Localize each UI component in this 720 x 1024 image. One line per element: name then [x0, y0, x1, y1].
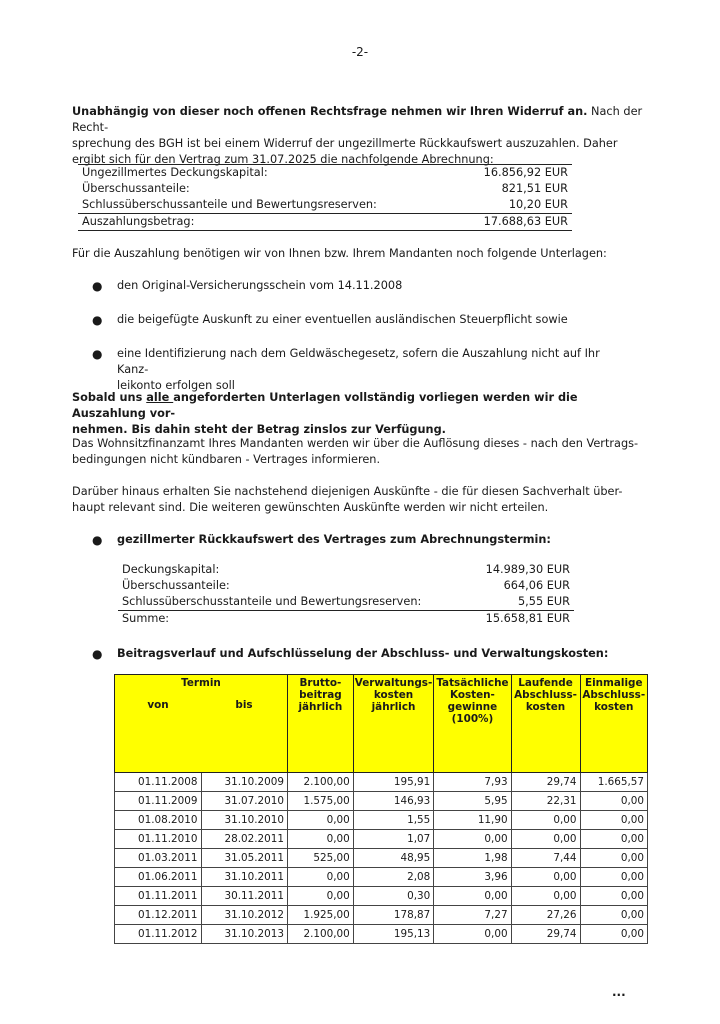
payout-notice-part-1: Sobald uns: [72, 391, 147, 404]
laufende-cell: 7,44: [511, 849, 580, 868]
intro-line-1: [72, 104, 652, 136]
einmalige-cell: 0,00: [580, 849, 647, 868]
surrender-row: [118, 594, 574, 611]
settlement-row: [78, 181, 572, 197]
verwaltung-cell: 195,91: [353, 773, 434, 792]
document-item-line: leikonto erfolgen soll: [117, 379, 235, 392]
cost-table-row: [115, 868, 648, 887]
von-cell: 01.11.2010: [115, 830, 202, 849]
bullet-icon: ●: [92, 533, 103, 547]
document-item: [117, 278, 627, 294]
surrender-row: [118, 562, 574, 578]
verwaltung-cell: 1,07: [353, 830, 434, 849]
settlement-value: 16.856,92 EUR: [457, 165, 572, 182]
kostengewinne-header: Tatsächliche Kosten- gewinne (100%): [434, 675, 511, 773]
settlement-row: [78, 165, 572, 182]
bis-cell: 31.10.2009: [201, 773, 288, 792]
cost-table-row: [115, 792, 648, 811]
brutto-cell: 0,00: [288, 830, 354, 849]
bis-cell: 30.11.2011: [201, 887, 288, 906]
cost-table-row: [115, 811, 648, 830]
document-item: [117, 312, 627, 328]
bullet-icon: ●: [92, 647, 103, 661]
surrender-value: 14.989,30 EUR: [485, 563, 570, 576]
einmalige-header: Einmalige Abschluss- kosten: [580, 675, 647, 773]
document-item: [117, 346, 627, 394]
surrender-total-row: [118, 611, 574, 628]
brutto-cell: 1.925,00: [288, 906, 354, 925]
surrender-label: Schlussüberschusstanteile und Bewertungsreserven:: [118, 594, 469, 611]
laufende-cell: 0,00: [511, 811, 580, 830]
payout-notice-line-1: [72, 390, 652, 422]
bullet-icon: ●: [92, 279, 103, 293]
section-1-heading: gezillmerter Rückkaufswert des Vertrages zum Abrechnungstermin:: [117, 533, 551, 546]
von-header: von: [147, 699, 169, 711]
continuation-marker: ...: [612, 985, 626, 999]
einmalige-cell: 0,00: [580, 906, 647, 925]
bullet-icon: ●: [92, 347, 103, 361]
bis-cell: 31.05.2011: [201, 849, 288, 868]
page-number: -2-: [351, 45, 369, 59]
bullet-icon: ●: [92, 313, 103, 327]
einmalige-cell: 0,00: [580, 792, 647, 811]
intro-paragraph: [72, 104, 652, 168]
von-cell: 01.11.2009: [115, 792, 202, 811]
document-item-line: den Original-Versicherungsschein vom 14.11.2008: [117, 279, 403, 292]
bis-header: bis: [235, 699, 253, 711]
termin-header: [115, 675, 288, 773]
gewinne-cell: 5,95: [434, 792, 511, 811]
tax-office-line-2: bedingungen nicht kündbaren - Vertrages informieren.: [72, 453, 381, 466]
bis-cell: 31.10.2012: [201, 906, 288, 925]
intro-line-2: sprechung des BGH ist bei einem Widerruf der ungezillmerte Rückkaufswert auszuzahlen. Daher: [72, 137, 618, 150]
settlement-label: Auszahlungsbetrag:: [78, 214, 457, 231]
surrender-value-table: [118, 562, 574, 627]
cost-table-row: [115, 906, 648, 925]
section-2-heading: Beitragsverlauf und Aufschlüsselung der Abschluss- und Verwaltungskosten:: [117, 647, 609, 660]
cost-table-header-row: [115, 675, 648, 773]
einmalige-cell: 1.665,57: [580, 773, 647, 792]
von-cell: 01.11.2011: [115, 887, 202, 906]
von-cell: 01.08.2010: [115, 811, 202, 830]
intro-line-3: ergibt sich für den Vertrag zum 31.07.2025 die nachfolgende Abrechnung:: [72, 153, 494, 166]
cost-table-row: [115, 887, 648, 906]
cost-table-row: [115, 925, 648, 944]
laufende-cell: 0,00: [511, 887, 580, 906]
verwaltung-cell: 178,87: [353, 906, 434, 925]
surrender-value: 5,55 EUR: [469, 594, 574, 611]
gewinne-cell: 0,00: [434, 925, 511, 944]
einmalige-cell: 0,00: [580, 868, 647, 887]
gewinne-cell: 0,00: [434, 830, 511, 849]
cost-table: [114, 674, 648, 944]
settlement-value: 10,20 EUR: [457, 197, 572, 214]
settlement-value: 17.688,63 EUR: [457, 214, 572, 231]
payout-notice: [72, 390, 652, 438]
einmalige-cell: 0,00: [580, 830, 647, 849]
brutto-cell: 525,00: [288, 849, 354, 868]
laufende-cell: 22,31: [511, 792, 580, 811]
brutto-cell: 2.100,00: [288, 925, 354, 944]
brutto-cell: 0,00: [288, 887, 354, 906]
brutto-header: Brutto- beitrag jährlich: [288, 675, 354, 773]
einmalige-cell: 0,00: [580, 887, 647, 906]
laufende-cell: 27,26: [511, 906, 580, 925]
gewinne-cell: 0,00: [434, 887, 511, 906]
bis-cell: 31.10.2011: [201, 868, 288, 887]
einmalige-cell: 0,00: [580, 811, 647, 830]
von-cell: 01.06.2011: [115, 868, 202, 887]
surrender-label: Summe:: [122, 612, 170, 625]
intro-bold-text: Unabhängig von dieser noch offenen Rechtsfrage nehmen wir Ihren Widerruf an.: [72, 105, 588, 118]
tax-office-line-1: Das Wohnsitzfinanzamt Ihres Mandanten werden wir über die Auflösung dieses - nach den Vertrags-: [72, 437, 639, 450]
gewinne-cell: 11,90: [434, 811, 511, 830]
verwaltung-header: Verwaltungs- kosten jährlich: [353, 675, 434, 773]
surrender-label: Deckungskapital:: [122, 563, 220, 576]
verwaltung-cell: 146,93: [353, 792, 434, 811]
termin-header-label: Termin: [181, 677, 221, 689]
surrender-value: 15.658,81 EUR: [485, 612, 570, 625]
verwaltung-cell: 195,13: [353, 925, 434, 944]
settlement-label: Überschussanteile:: [82, 182, 190, 195]
brutto-cell: 1.575,00: [288, 792, 354, 811]
gewinne-cell: 7,93: [434, 773, 511, 792]
laufende-cell: 29,74: [511, 773, 580, 792]
laufende-cell: 29,74: [511, 925, 580, 944]
settlement-row: [78, 197, 572, 214]
cost-table-row: [115, 849, 648, 868]
document-item-line: eine Identifizierung nach dem Geldwäschegesetz, sofern die Auszahlung nicht auf Ihr Kanz-: [117, 347, 600, 376]
document-item-line: die beigefügte Auskunft zu einer eventuellen ausländischen Steuerpflicht sowie: [117, 313, 568, 326]
surrender-label: Überschussanteile:: [122, 579, 230, 592]
von-cell: 01.12.2011: [115, 906, 202, 925]
payout-notice-part-2: angeforderten Unterlagen vollständig vorliegen werden wir die Auszahlung vor-: [72, 391, 578, 420]
payout-notice-line-2: nehmen. Bis dahin steht der Betrag zinslos zur Verfügung.: [72, 423, 446, 436]
einmalige-cell: 0,00: [580, 925, 647, 944]
gewinne-cell: 7,27: [434, 906, 511, 925]
payout-notice-underlined: alle: [146, 391, 174, 404]
cost-table-row: [115, 830, 648, 849]
further-info-paragraph: [72, 484, 652, 516]
laufende-cell: 0,00: [511, 868, 580, 887]
settlement-value: 821,51 EUR: [501, 182, 568, 195]
bis-cell: 31.10.2010: [201, 811, 288, 830]
brutto-cell: 0,00: [288, 811, 354, 830]
documents-intro: Für die Auszahlung benötigen wir von Ihnen bzw. Ihrem Mandanten noch folgende Unterlagen:: [72, 247, 607, 260]
bis-cell: 31.10.2013: [201, 925, 288, 944]
von-cell: 01.11.2008: [115, 773, 202, 792]
laufende-cell: 0,00: [511, 830, 580, 849]
settlement-total-row: [78, 214, 572, 231]
gewinne-cell: 3,96: [434, 868, 511, 887]
brutto-cell: 0,00: [288, 868, 354, 887]
further-info-line-1: Darüber hinaus erhalten Sie nachstehend diejenigen Auskünfte - die für diesen Sachverhalt über-: [72, 485, 623, 498]
brutto-cell: 2.100,00: [288, 773, 354, 792]
von-cell: 01.03.2011: [115, 849, 202, 868]
cost-table-row: [115, 773, 648, 792]
verwaltung-cell: 48,95: [353, 849, 434, 868]
surrender-row: [118, 578, 574, 594]
intro-rest-text: Nach der Recht-: [72, 105, 643, 134]
termin-subheaders: [115, 689, 287, 711]
further-info-line-2: haupt relevant sind. Die weiteren gewünschten Auskünfte werden wir nicht erteilen.: [72, 501, 549, 514]
settlement-table: [78, 164, 572, 231]
gewinne-cell: 1,98: [434, 849, 511, 868]
bis-cell: 28.02.2011: [201, 830, 288, 849]
tax-office-paragraph: [72, 436, 652, 468]
laufende-header: Laufende Abschluss- kosten: [511, 675, 580, 773]
settlement-label: Ungezillmertes Deckungskapital:: [78, 165, 457, 182]
bis-cell: 31.07.2010: [201, 792, 288, 811]
verwaltung-cell: 0,30: [353, 887, 434, 906]
von-cell: 01.11.2012: [115, 925, 202, 944]
verwaltung-cell: 1,55: [353, 811, 434, 830]
surrender-value: 664,06 EUR: [503, 579, 570, 592]
verwaltung-cell: 2,08: [353, 868, 434, 887]
settlement-label: Schlussüberschussanteile und Bewertungsreserven:: [78, 197, 457, 214]
